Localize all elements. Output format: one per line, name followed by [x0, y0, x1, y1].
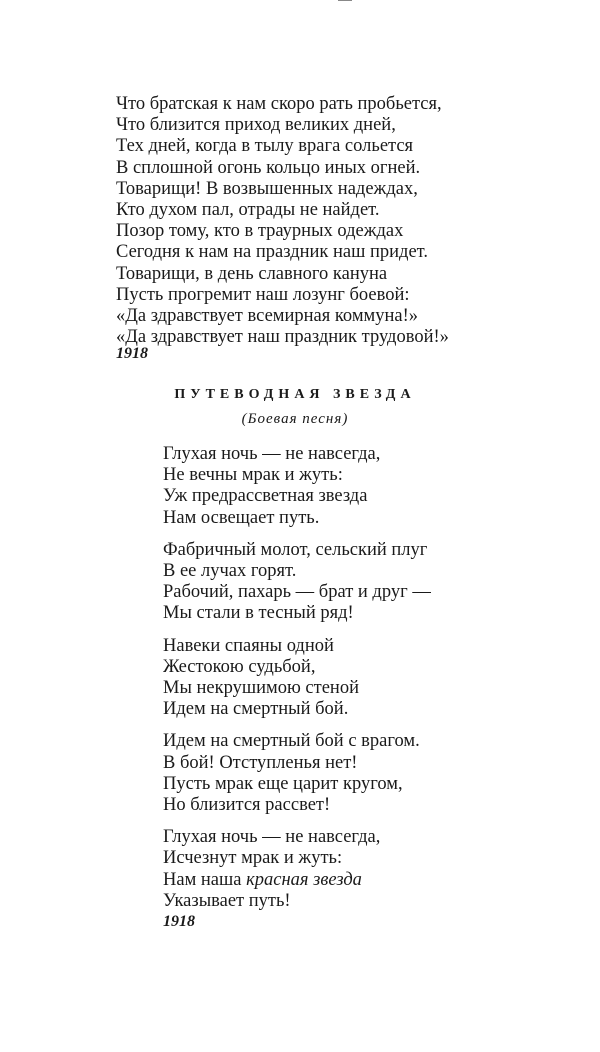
verse-line: В ее лучах горят.: [163, 561, 297, 582]
stanza: [163, 540, 431, 625]
stanza: [163, 731, 431, 816]
stanza: [163, 827, 431, 912]
verse-line: Тех дней, когда в тылу врага сольется: [116, 136, 414, 157]
verse-line: Фабричный молот, сельский плуг: [163, 539, 428, 560]
verse-line: Жестокою судьбой,: [163, 656, 316, 677]
verse-line: Пусть мрак еще царит кругом,: [163, 773, 403, 794]
italic-phrase: красная звезда: [246, 869, 362, 890]
verse-line: «Да здравствует всемирная коммуна!»: [116, 306, 419, 327]
poem-2-year: 1918: [163, 913, 195, 930]
page-edge-mark: [338, 0, 352, 1]
verse-line: Мы некрушимою стеной: [163, 678, 359, 699]
verse-line: Рабочий, пахарь — брат и друг —: [163, 582, 431, 603]
verse-line: Что близится приход великих дней,: [116, 115, 396, 136]
verse-line: Глухая ночь — не навсегда,: [163, 444, 381, 464]
verse-line: «Да здравствует наш праздник трудовой!»: [116, 327, 449, 348]
verse-line: Сегодня к нам на праздник наш придет.: [116, 242, 428, 263]
poem-1-year: 1918: [116, 345, 148, 362]
verse-line: Исчезнут мрак и жуть:: [163, 848, 343, 869]
poem-1-text: [116, 94, 449, 348]
verse-line: В бой! Отступленья нет!: [163, 752, 358, 773]
verse-line: Но близится рассвет!: [163, 795, 331, 816]
verse-line: Идем на смертный бой.: [163, 699, 349, 720]
verse-line: Глухая ночь — не навсегда,: [163, 827, 381, 848]
poem-2-title: ПУТЕВОДНАЯ ЗВЕЗДА: [174, 387, 416, 402]
verse-line: Позор тому, кто в траурных одеждах: [116, 221, 404, 242]
poem-2-subtitle: (Боевая песня): [241, 411, 349, 427]
poem-2-text: [163, 444, 431, 923]
verse-line: Товарищи, в день славного кануна: [116, 263, 388, 284]
verse-line: Кто духом пал, отрады не найдет.: [116, 200, 380, 221]
verse-line: Уж предрассветная звезда: [163, 486, 368, 507]
verse-line: Что братская к нам скоро рать пробьется,: [116, 94, 442, 114]
stanza: [163, 636, 431, 721]
verse-text: Нам наша: [163, 869, 247, 890]
verse-line: Товарищи! В возвышенных надеждах,: [116, 178, 418, 199]
verse-line: Идем на смертный бой с врагом.: [163, 731, 420, 752]
verse-line: Мы стали в тесный ряд!: [163, 603, 354, 624]
verse-line: [163, 870, 431, 891]
verse-line: Нам освещает путь.: [163, 507, 320, 528]
stanza: [163, 444, 431, 529]
verse-line: Указывает путь!: [163, 890, 291, 911]
verse-line: Навеки спаяны одной: [163, 635, 334, 656]
verse-line: Не вечны мрак и жуть:: [163, 465, 343, 486]
verse-line: В сплошной огонь кольцо иных огней.: [116, 157, 421, 178]
verse-line: Пусть прогремит наш лозунг боевой:: [116, 284, 410, 305]
